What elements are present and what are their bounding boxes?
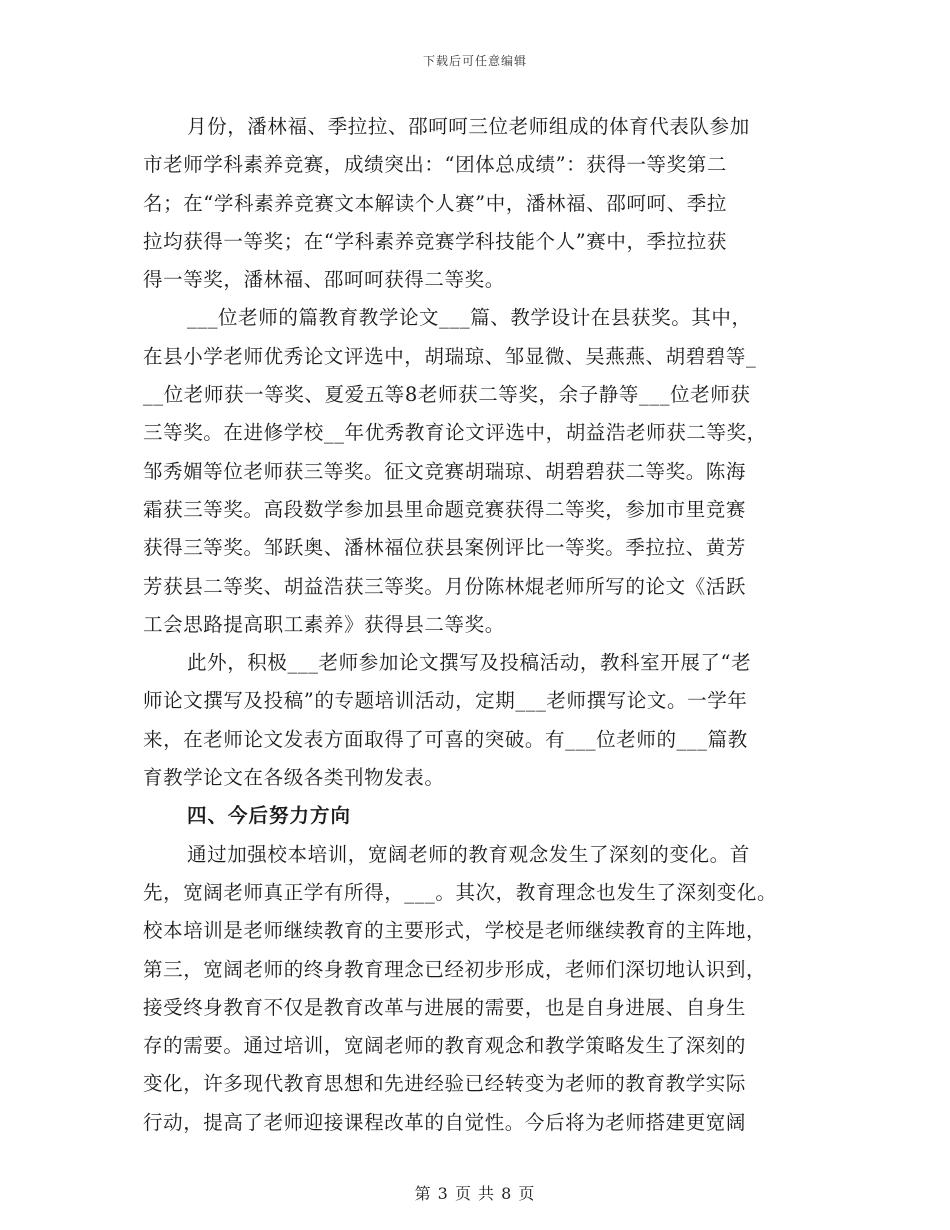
text-line: 第三，宽阔老师的终身教育理念已经初步形成，老师们深切地认识到， (143, 957, 767, 981)
text-line: 师论文撰写及投稿”的专题培训活动，定期___老师撰写论文。一学年 (143, 689, 748, 713)
text-line: 三等奖。在进修学校__年优秀教育论文评选中，胡益浩老师获二等奖， (143, 421, 767, 445)
text-line: 霜获三等奖。高段数学参加县里命题竞赛获得二等奖，参加市里竞赛 (143, 497, 747, 521)
text-line: 在县小学老师优秀论文评选中，胡瑞琼、邹显微、吴燕燕、胡碧碧等_ (143, 344, 757, 368)
page-header: 下载后可任意编辑 (422, 54, 527, 68)
text-line: 得一等奖，潘林福、邵呵呵获得二等奖。 (143, 268, 505, 292)
text-line: __位老师获一等奖、夏爱五等8老师获二等奖，余子静等___位老师获 (143, 383, 751, 407)
text-line: 先，宽阔老师真正学有所得，___。其次，教育理念也发生了深刻变化。 (143, 880, 778, 904)
text-line: 月份，潘林福、季拉拉、邵呵呵三位老师组成的体育代表队参加 (187, 115, 750, 138)
section-heading: 四、今后努力方向 (187, 804, 352, 828)
text-line: 育教学论文在各级各类刊物发表。 (143, 766, 445, 790)
text-line: ___位老师的篇教育教学论文___篇、教学设计在县获奖。其中， (187, 306, 752, 330)
text-line: 获得三等奖。邹跃奥、潘林福位获县案例评比一等奖。季拉拉、黄芳 (143, 536, 747, 560)
text-line: 市老师学科素养竞赛，成绩突出：“团体总成绩”：获得一等奖第二 (143, 153, 727, 177)
text-line: 存的需要。通过培训，宽阔老师的教育观念和教学策略发生了深刻的 (143, 1034, 747, 1058)
document-body (143, 108, 818, 1142)
text-line: 邹秀媚等位老师获三等奖。征文竞赛胡瑞琼、胡碧碧获二等奖。陈海 (143, 459, 747, 483)
text-line: 来，在老师论文发表方面取得了可喜的突破。有___位老师的___篇教 (143, 727, 748, 751)
text-line: 工会思路提高职工素养》获得县二等奖。 (143, 612, 505, 636)
text-line: 芳获县二等奖、胡益浩获三等奖。月份陈林焜老师所写的论文《活跃 (143, 574, 747, 598)
text-line: 此外，积极___老师参加论文撰写及投稿活动，教科室开展了“老 (187, 651, 752, 675)
text-line: 通过加强校本培训，宽阔老师的教育观念发生了深刻的变化。首 (187, 842, 750, 866)
text-line: 校本培训是老师继续教育的主要形式，学校是老师继续教育的主阵地， (143, 919, 767, 943)
text-line: 接受终身教育不仅是教育改革与进展的需要，也是自身进展、自身生 (143, 995, 747, 1019)
text-line: 拉均获得一等奖；在“学科素养竞赛学科技能个人”赛中，季拉拉获 (143, 229, 727, 253)
page-number: 第 3 页 共 8 页 (414, 1184, 536, 1203)
text-line: 变化，许多现代教育思想和先进经验已经转变为老师的教育教学实际 (143, 1072, 747, 1096)
text-line: 名；在“学科素养竞赛文本解读个人赛”中，潘林福、邵呵呵、季拉 (143, 191, 727, 215)
text-line: 行动，提高了老师迎接课程改革的自觉性。今后将为老师搭建更宽阔 (143, 1110, 747, 1134)
